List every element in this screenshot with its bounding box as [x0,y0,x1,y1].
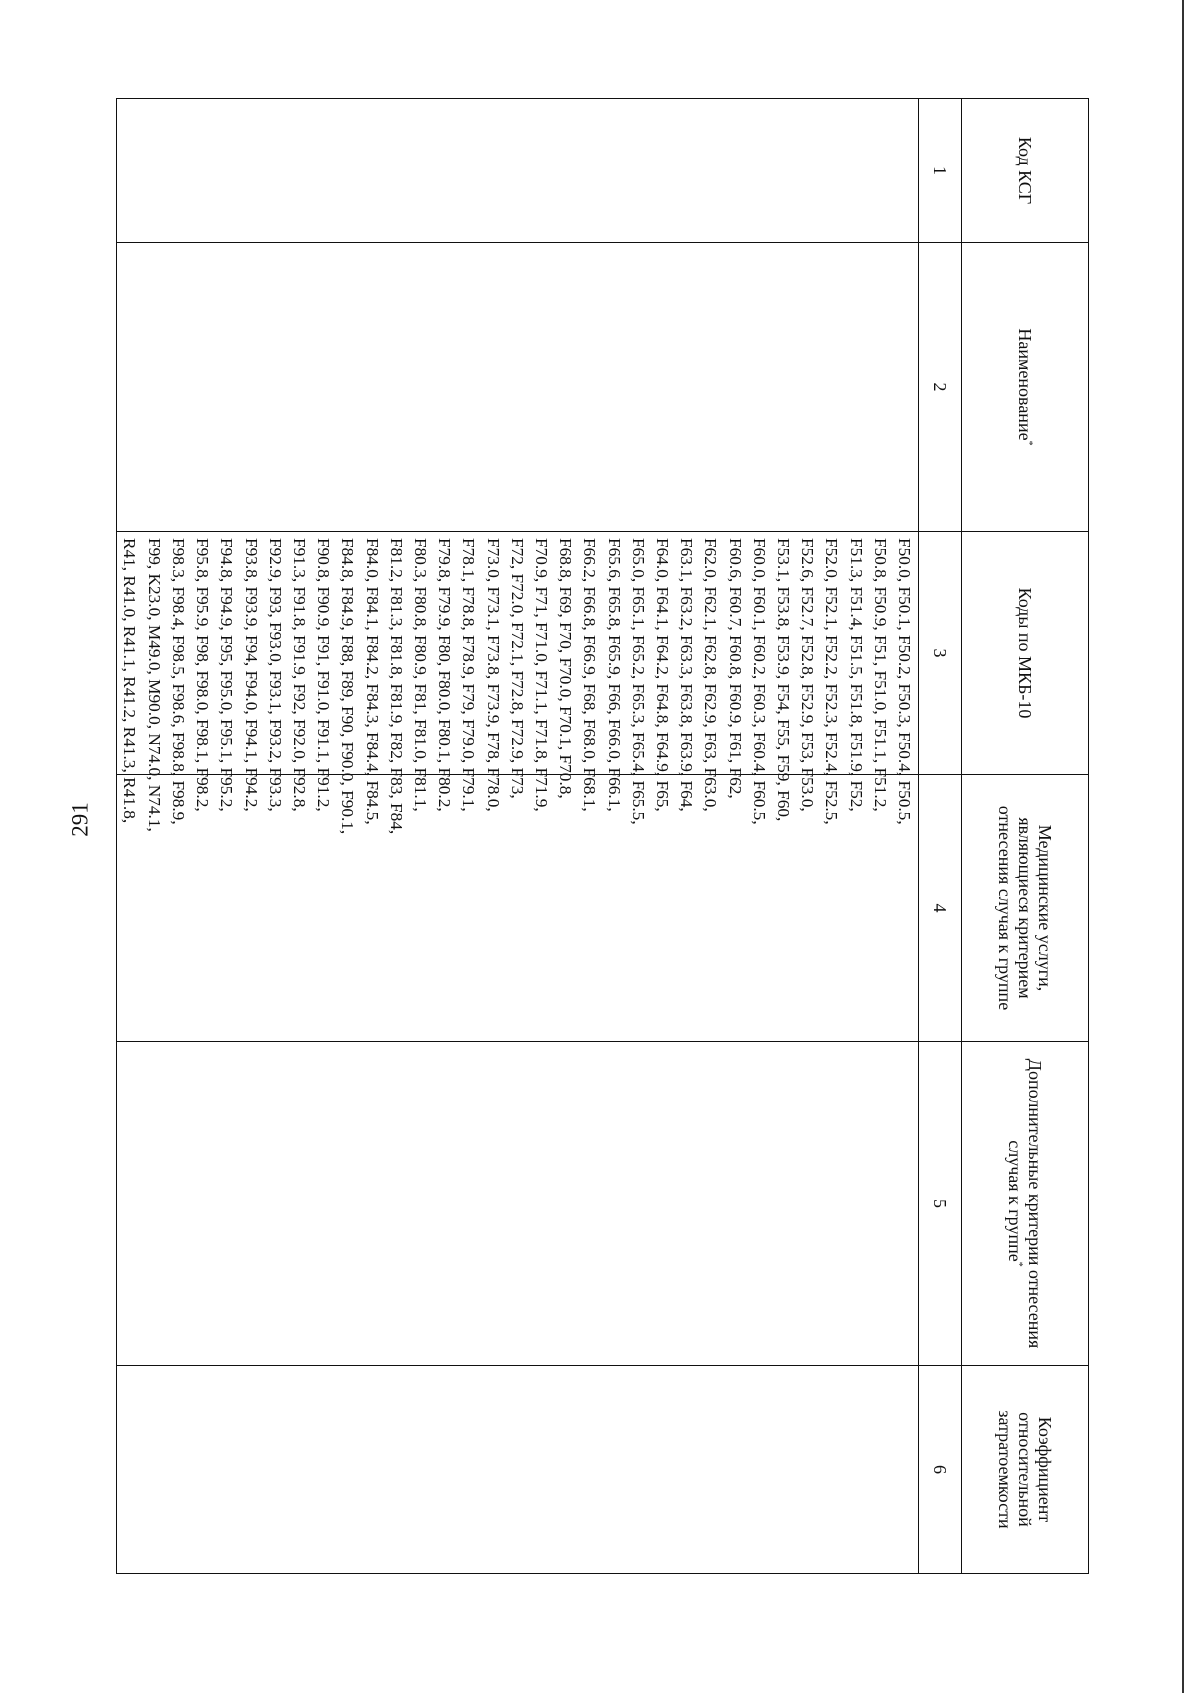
column-number: 5 [919,1042,962,1366]
header-ksg-code: Код КСГ [962,99,1089,243]
icd-code-line: F73.0, F73.1, F73.8, F73.9, F78, F78.0, [483,538,503,812]
icd-code-list [117,538,916,835]
header-name: Наименование* [962,243,1089,532]
table-row [117,99,919,1574]
table-rotated-container [120,98,1089,1573]
icd-code-line: F80.3, F80.8, F80.9, F81, F81.0, F81.1, [410,538,430,812]
icd-code-line: F62.0, F62.1, F62.8, F62.9, F63, F63.0, [701,538,721,812]
column-number: 2 [919,243,962,532]
icd-code-line: F70.9, F71, F71.0, F71.1, F71.8, F71.9, [531,538,551,812]
icd-code-line: F99, K23.0, M49.0, M90.0, N74.0, N74.1, [144,538,164,832]
icd-code-line: F52.0, F52.1, F52.2, F52.3, F52.4, F52.5, [822,538,842,825]
icd-code-line: F53.1, F53.8, F53.9, F54, F55, F59, F60, [773,538,793,822]
header-additional-criteria: Дополнительные критерии отнесения случая к группе* [962,1042,1089,1366]
icd-code-line: R41, R41.0, R41.1, R41.2, R41.3, R41.8, [120,538,140,824]
icd-code-line: F94.8, F94.9, F95, F95.0, F95.1, F95.2, [217,538,237,812]
icd-code-line: F79.8, F79.9, F80, F80.0, F80.1, F80.2, [435,538,455,812]
icd-code-line: F90.8, F90.9, F91, F91.0, F91.1, F91.2, [314,538,334,812]
name-cell [117,243,919,532]
icd-code-line: F63.1, F63.2, F63.3, F63.8, F63.9, F64, [677,538,697,812]
icd-codes-cell [117,532,919,835]
page-number: 291 [67,802,93,837]
icd-code-line: F65.6, F65.8, F65.9, F66, F66.0, F66.1, [604,538,624,812]
header-icd-codes: Коды по МКБ-10 [962,532,1089,775]
icd-code-line: F51.3, F51.4, F51.5, F51.8, F51.9, F52, [846,538,866,812]
header-medical-services: Медицинские услуги, являющиеся критерием отнесения случая к группе [962,775,1089,1042]
icd-code-line: F72, F72.0, F72.1, F72.8, F72.9, F73, [507,538,527,799]
column-number: 3 [919,532,962,775]
footnote-mark: * [1013,1261,1024,1267]
icd-code-line: F60.0, F60.1, F60.2, F60.3, F60.4, F60.5, [749,538,769,825]
page-edge-line [1182,0,1184,1693]
icd-code-line: F50.8, F50.9, F51, F51.0, F51.1, F51.2, [870,538,890,812]
column-number: 1 [919,99,962,243]
icd-code-line: F78.1, F78.8, F78.9, F79, F79.0, F79.1, [459,538,479,812]
icd-code-line: F60.6, F60.7, F60.8, F60.9, F61, F62, [725,538,745,799]
icd-code-line: F68.8, F69, F70, F70.0, F70.1, F70.8, [556,538,576,799]
icd-code-line: F84.0, F84.1, F84.2, F84.3, F84.4, F84.5, [362,538,382,825]
column-number-row [919,99,962,1574]
header-cost-coefficient: Коэффициент относительной затратоемкости [962,1366,1089,1574]
medical-services-cell [117,775,919,1042]
icd-code-line: F64.0, F64.1, F64.2, F64.8, F64.9, F65, [652,538,672,812]
icd-code-line: F65.0, F65.1, F65.2, F65.3, F65.4, F65.5, [628,538,648,825]
icd-code-line: F66.2, F66.8, F66.9, F68, F68.0, F68.1, [580,538,600,812]
icd-code-line: F52.6, F52.7, F52.8, F52.9, F53, F53.0, [798,538,818,812]
icd-code-line: F84.8, F84.9, F88, F89, F90, F90.0, F90.1, [338,538,358,835]
icd-code-line: F91.3, F91.8, F91.9, F92, F92.0, F92.8, [289,538,309,812]
column-number: 6 [919,1366,962,1574]
icd-code-line: F93.8, F93.9, F94, F94.0, F94.1, F94.2, [241,538,261,812]
icd-code-line: F92.9, F93, F93.0, F93.1, F93.2, F93.3, [265,538,285,812]
icd-code-line: F98.3, F98.4, F98.5, F98.6, F98.8, F98.9, [168,538,188,825]
column-number: 4 [919,775,962,1042]
footnote-mark: * [1023,440,1035,446]
additional-criteria-cell [117,1042,919,1366]
ksg-code-cell [117,99,919,243]
cost-coefficient-cell [117,1366,919,1574]
ksg-table [116,98,1089,1574]
icd-code-line: F95.8, F95.9, F98, F98.0, F98.1, F98.2, [193,538,213,812]
icd-code-line: F50.0, F50.1, F50.2, F50.3, F50.4, F50.5, [895,538,914,825]
header-row [962,99,1089,1574]
icd-code-line: F81.2, F81.3, F81.8, F81.9, F82, F83, F84, [386,538,406,835]
